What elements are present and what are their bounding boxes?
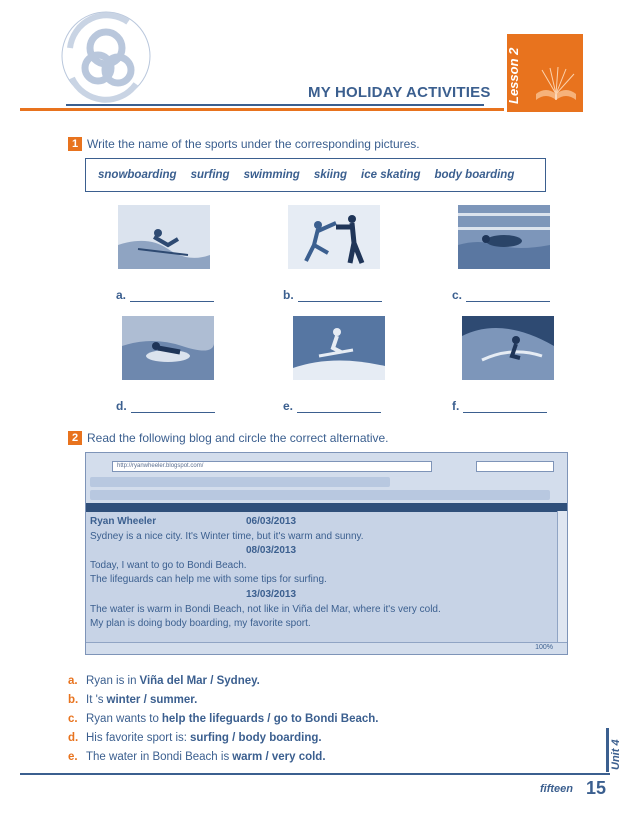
- answer-blank-b[interactable]: [283, 288, 382, 302]
- question-letter: a.: [68, 674, 78, 687]
- activity-2-instruction: [68, 431, 389, 445]
- browser-toolbar: [86, 453, 567, 511]
- photo-snowboarding: [293, 316, 385, 380]
- lesson-label: Lesson 2: [506, 47, 521, 104]
- question-item: [68, 728, 378, 747]
- photo-swimming: [458, 205, 550, 269]
- question-letter: c.: [68, 712, 78, 725]
- blog-line: My plan is doing body boarding, my favorite sport.: [90, 618, 311, 630]
- answer-blank-e[interactable]: [283, 399, 381, 413]
- question-options[interactable]: help the lifeguards / go to Bondi Beach.: [161, 712, 379, 725]
- blog-date: 13/03/2013: [246, 588, 297, 600]
- photo-surfing: [462, 316, 554, 380]
- activity-2-text: Read the following blog and circle the correct alternative.: [87, 431, 389, 445]
- blog-line: Today, I want to go to Bondi Beach.: [90, 559, 247, 571]
- answer-blank-c[interactable]: [452, 288, 550, 302]
- blog-line: The lifeguards can help me with some tips for surfing.: [90, 574, 327, 586]
- browser-menu-bar: [90, 477, 390, 487]
- photo-ice-skating: [288, 205, 380, 269]
- answer-blank-f[interactable]: [452, 399, 547, 413]
- browser-search-box: [476, 461, 554, 472]
- blog-date: 08/03/2013: [246, 545, 297, 557]
- photo-skiing: [118, 205, 210, 269]
- browser-zoom: 100%: [535, 644, 553, 651]
- answer-label: a.: [116, 288, 127, 302]
- page-number: 15: [586, 778, 607, 798]
- question-text: The water in Bondi Beach is: [86, 750, 230, 763]
- blog-date: 06/03/2013: [246, 516, 297, 527]
- open-book-icon: [532, 64, 580, 104]
- question-options[interactable]: warm / very cold.: [232, 750, 326, 763]
- question-letter: b.: [68, 693, 79, 706]
- sports-word-bank: [85, 158, 546, 192]
- page-title: MY HOLIDAY ACTIVITIES: [308, 84, 491, 101]
- browser-address-bar: http://ryanwheeler.blogspot.com/: [112, 461, 432, 472]
- footer-rule: [20, 773, 610, 775]
- question-options[interactable]: Viña del Mar / Sydney.: [139, 674, 260, 687]
- blog-navbar: [86, 503, 567, 512]
- answer-label: e.: [283, 399, 294, 413]
- question-item: [68, 709, 378, 728]
- question-letter: d.: [68, 731, 79, 744]
- question-item: [68, 690, 378, 709]
- answer-label: c.: [452, 288, 463, 302]
- question-text: His favorite sport is:: [86, 731, 187, 744]
- question-options[interactable]: winter / summer.: [106, 693, 198, 706]
- answer-label: d.: [116, 399, 127, 413]
- page-number-word: fifteen: [540, 783, 573, 795]
- question-options[interactable]: surfing / body boarding.: [189, 731, 322, 744]
- header-orange-bar: [20, 108, 504, 111]
- activity-1-text: Write the name of the sports under the corresponding pictures.: [87, 137, 420, 151]
- blog-author: Ryan Wheeler: [90, 516, 157, 527]
- sport-word: skiing: [313, 169, 348, 181]
- answer-label: f.: [452, 399, 460, 413]
- sport-word: ice skating: [361, 169, 421, 181]
- title-rule: [66, 104, 484, 106]
- question-list: [68, 671, 378, 766]
- answer-blank-d[interactable]: [116, 399, 215, 413]
- sport-word: surfing: [190, 169, 230, 181]
- unit-bar: [606, 728, 609, 772]
- activity-1-instruction: [68, 137, 420, 151]
- browser-status-bar: [86, 642, 567, 654]
- answer-blank-a[interactable]: [116, 288, 214, 302]
- sport-word: body boarding: [434, 169, 515, 181]
- activity-2-number: 2: [68, 431, 82, 445]
- question-text: Ryan wants to: [86, 712, 159, 725]
- question-item: [68, 671, 378, 690]
- blog-content: [90, 515, 556, 639]
- sport-word: snowboarding: [98, 169, 177, 181]
- photo-body-boarding: [122, 316, 214, 380]
- question-text: Ryan is in: [86, 674, 137, 687]
- browser-tab-bar: [90, 490, 550, 500]
- question-item: [68, 747, 378, 766]
- question-letter: e.: [68, 750, 78, 763]
- sport-word: swimming: [243, 169, 300, 181]
- question-text: It 's: [86, 693, 104, 706]
- unit-label: Unit 4: [610, 739, 622, 770]
- ministry-stamp-logo: [58, 8, 154, 104]
- answer-label: b.: [283, 288, 294, 302]
- blog-line: Sydney is a nice city. It's Winter time, but it's warm and sunny.: [90, 530, 364, 542]
- activity-1-number: 1: [68, 137, 82, 151]
- browser-scrollbar: [557, 511, 567, 643]
- browser-window-screenshot: [85, 452, 568, 655]
- blog-line: The water is warm in Bondi Beach, not like in Viña del Mar, where it's very cold.: [90, 603, 441, 615]
